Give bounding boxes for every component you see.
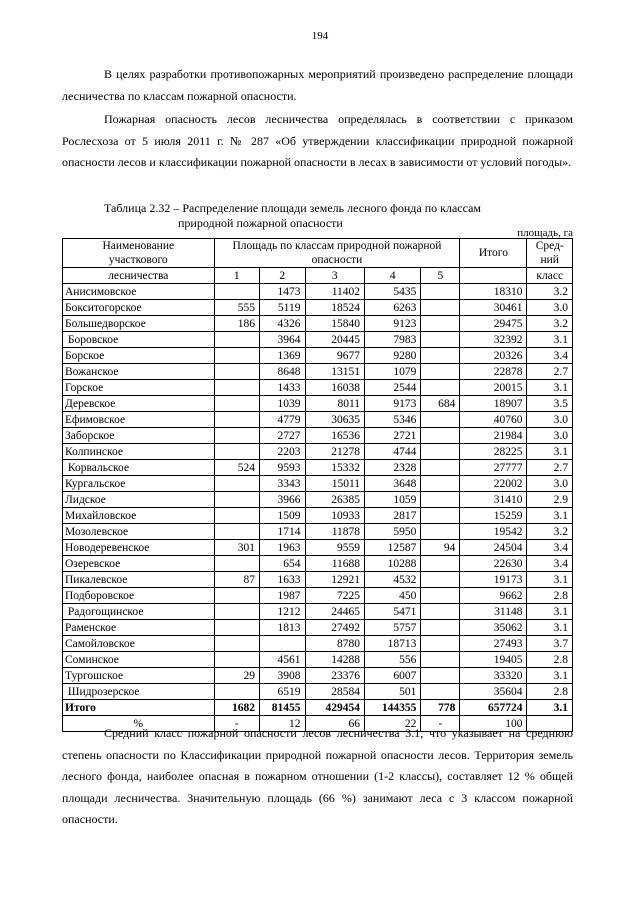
cell-avg: 2.8 <box>527 588 573 604</box>
cell-c2: 9593 <box>260 460 305 476</box>
cell-c3: 24465 <box>305 604 365 620</box>
cell-c3: 9559 <box>305 540 365 556</box>
cell-total: 18907 <box>460 396 527 412</box>
cell-avg: 3.2 <box>527 524 573 540</box>
cell-avg: 3.1 <box>527 604 573 620</box>
cell-c4: 144355 <box>365 700 421 716</box>
cell-c2 <box>260 636 305 652</box>
cell-c4: 9123 <box>365 316 421 332</box>
table-row <box>63 572 573 588</box>
cell-name: Заборское <box>63 428 215 444</box>
table-row <box>63 300 573 316</box>
cell-c2: 2727 <box>260 428 305 444</box>
cell-name: Корвальское <box>63 460 215 476</box>
table-row <box>63 316 573 332</box>
table-row <box>63 284 573 300</box>
cell-c2: 2203 <box>260 444 305 460</box>
cell-c5: 94 <box>421 540 460 556</box>
cell-name: Бокситогорское <box>63 300 215 316</box>
cell-c5 <box>421 668 460 684</box>
cell-c5 <box>421 460 460 476</box>
cell-c2: 3964 <box>260 332 305 348</box>
cell-avg: 3.0 <box>527 428 573 444</box>
cell-c5: 684 <box>421 396 460 412</box>
cell-c2: 3343 <box>260 476 305 492</box>
cell-c5: 778 <box>421 700 460 716</box>
cell-name: Лидское <box>63 492 215 508</box>
cell-total: 21984 <box>460 428 527 444</box>
cell-c1 <box>214 380 259 396</box>
cell-total: 19405 <box>460 652 527 668</box>
cell-name: Озеревское <box>63 556 215 572</box>
cell-c3: 11402 <box>305 284 365 300</box>
cell-c1 <box>214 524 259 540</box>
total-row <box>63 700 573 716</box>
table-row <box>63 620 573 636</box>
cell-c3: 27492 <box>305 620 365 636</box>
cell-c5 <box>421 284 460 300</box>
table-row <box>63 428 573 444</box>
table-row <box>63 668 573 684</box>
table-caption <box>104 201 481 231</box>
method-paragraph <box>62 109 573 174</box>
cell-avg: 3.2 <box>527 284 573 300</box>
cell-c1 <box>214 396 259 412</box>
cell-c2: 654 <box>260 556 305 572</box>
cell-name: Михайловское <box>63 508 215 524</box>
cell-name: Мозолевское <box>63 524 215 540</box>
cell-c4: 5346 <box>365 412 421 428</box>
cell-c4: 556 <box>365 652 421 668</box>
table-row <box>63 524 573 540</box>
table-row <box>63 412 573 428</box>
page-number: 194 <box>311 30 329 42</box>
cell-avg: 3.4 <box>527 540 573 556</box>
cell-c1 <box>214 284 259 300</box>
cell-total: 657724 <box>460 700 527 716</box>
cell-c4: 2328 <box>365 460 421 476</box>
header-name <box>63 239 215 268</box>
cell-total: 22878 <box>460 364 527 380</box>
cell-name: Подборовское <box>63 588 215 604</box>
cell-c3: 15332 <box>305 460 365 476</box>
cell-total: 19173 <box>460 572 527 588</box>
cell-total: 32392 <box>460 332 527 348</box>
cell-total: 35062 <box>460 620 527 636</box>
cell-avg: 3.1 <box>527 620 573 636</box>
cell-c1 <box>214 364 259 380</box>
cell-c2: 1987 <box>260 588 305 604</box>
cell-c4: 9280 <box>365 348 421 364</box>
cell-c3: 26385 <box>305 492 365 508</box>
intro-paragraph <box>62 64 573 107</box>
cell-c4: 22 <box>365 716 421 732</box>
cell-c1 <box>214 604 259 620</box>
cell-c2: 1369 <box>260 348 305 364</box>
cell-c1: 1682 <box>214 700 259 716</box>
cell-c1 <box>214 428 259 444</box>
cell-c4: 6007 <box>365 668 421 684</box>
cell-name: Ефимовское <box>63 412 215 428</box>
cell-name: Кургальское <box>63 476 215 492</box>
cell-total: 29475 <box>460 316 527 332</box>
cell-c2: 1212 <box>260 604 305 620</box>
cell-c5 <box>421 476 460 492</box>
cell-c5 <box>421 508 460 524</box>
cell-avg: 3.0 <box>527 300 573 316</box>
cell-c3: 8011 <box>305 396 365 412</box>
cell-c1 <box>214 652 259 668</box>
cell-c3: 14288 <box>305 652 365 668</box>
table-row <box>63 492 573 508</box>
cell-c4: 2544 <box>365 380 421 396</box>
cell-c2: 1813 <box>260 620 305 636</box>
table-row <box>63 540 573 556</box>
cell-c2: 3908 <box>260 668 305 684</box>
cell-total: 40760 <box>460 412 527 428</box>
cell-c1 <box>214 348 259 364</box>
cell-c1 <box>214 412 259 428</box>
cell-total: 31410 <box>460 492 527 508</box>
cell-c2: 1473 <box>260 284 305 300</box>
cell-c4: 1079 <box>365 364 421 380</box>
table-row <box>63 444 573 460</box>
cell-c3: 11878 <box>305 524 365 540</box>
cell-total: 19542 <box>460 524 527 540</box>
table-row <box>63 380 573 396</box>
method-text: Пожарная опасность лесов лесничества определялась в соответствии с приказом Рослесхоза от 5 июля 2011 г. № 287 «Об утверждении классификации природной пожарной опасности лесов и классификации пожарной опасности в лесах в зависимости от условий погоды». <box>62 112 573 169</box>
cell-c3: 20445 <box>305 332 365 348</box>
cell-c2: 1714 <box>260 524 305 540</box>
header-name-line1: Наименование <box>102 240 175 252</box>
cell-c2: 4326 <box>260 316 305 332</box>
cell-name: Пикалевское <box>63 572 215 588</box>
cell-name: Колпинское <box>63 444 215 460</box>
cell-c4: 12587 <box>365 540 421 556</box>
cell-name: Раменское <box>63 620 215 636</box>
cell-c5 <box>421 652 460 668</box>
cell-c1: - <box>214 716 259 732</box>
cell-c1: 524 <box>214 460 259 476</box>
cell-c1 <box>214 636 259 652</box>
cell-c3: 9677 <box>305 348 365 364</box>
cell-c2: 1963 <box>260 540 305 556</box>
cell-c4: 4744 <box>365 444 421 460</box>
header-avg-line2: ний <box>540 254 559 266</box>
cell-c3: 66 <box>305 716 365 732</box>
table-body <box>63 284 573 732</box>
cell-c1: 301 <box>214 540 259 556</box>
cell-c1: 29 <box>214 668 259 684</box>
header-total-spacer <box>460 268 527 284</box>
cell-name: Радогощинское <box>63 604 215 620</box>
cell-c2: 4561 <box>260 652 305 668</box>
table-caption-line2: природной пожарной опасности <box>178 216 343 230</box>
cell-c5 <box>421 348 460 364</box>
cell-name: Анисимовское <box>63 284 215 300</box>
cell-c3: 21278 <box>305 444 365 460</box>
cell-c4: 5471 <box>365 604 421 620</box>
cell-c1 <box>214 684 259 700</box>
cell-name: Деревское <box>63 396 215 412</box>
cell-c4: 2817 <box>365 508 421 524</box>
cell-total: 18310 <box>460 284 527 300</box>
cell-c4: 10288 <box>365 556 421 572</box>
cell-total: 27777 <box>460 460 527 476</box>
cell-c2: 6519 <box>260 684 305 700</box>
cell-avg: 3.1 <box>527 668 573 684</box>
cell-avg: 2.8 <box>527 652 573 668</box>
cell-c4: 7983 <box>365 332 421 348</box>
cell-c4: 450 <box>365 588 421 604</box>
cell-c5 <box>421 412 460 428</box>
cell-c3: 18524 <box>305 300 365 316</box>
cell-c4: 6263 <box>365 300 421 316</box>
cell-name: Шидрозерское <box>63 684 215 700</box>
table-row <box>63 604 573 620</box>
cell-c2: 4779 <box>260 412 305 428</box>
cell-c1 <box>214 444 259 460</box>
cell-c5 <box>421 300 460 316</box>
cell-name: Соминское <box>63 652 215 668</box>
cell-c2: 12 <box>260 716 305 732</box>
intro-text: В целях разработки противопожарных мероприятий произведено распределение площади лесничества по классам пожарной опасности. <box>62 67 573 103</box>
cell-c3: 16536 <box>305 428 365 444</box>
cell-avg: 3.1 <box>527 332 573 348</box>
cell-c4: 4532 <box>365 572 421 588</box>
cell-c5: - <box>421 716 460 732</box>
cell-avg: 3.0 <box>527 412 573 428</box>
cell-avg: 3.1 <box>527 380 573 396</box>
cell-name: Итого <box>63 700 215 716</box>
table-row <box>63 508 573 524</box>
cell-c5 <box>421 588 460 604</box>
cell-c3: 13151 <box>305 364 365 380</box>
cell-c5 <box>421 444 460 460</box>
cell-name: Большедворское <box>63 316 215 332</box>
cell-c2: 8648 <box>260 364 305 380</box>
cell-total: 20326 <box>460 348 527 364</box>
cell-c2: 3966 <box>260 492 305 508</box>
cell-c2: 1633 <box>260 572 305 588</box>
cell-c2: 1509 <box>260 508 305 524</box>
cell-c1 <box>214 556 259 572</box>
cell-avg: 3.1 <box>527 572 573 588</box>
cell-avg: 3.7 <box>527 636 573 652</box>
cell-c5 <box>421 684 460 700</box>
cell-c3: 23376 <box>305 668 365 684</box>
cell-c3: 8780 <box>305 636 365 652</box>
table-row <box>63 588 573 604</box>
cell-c3: 15011 <box>305 476 365 492</box>
cell-name: Вожанское <box>63 364 215 380</box>
cell-c4: 5950 <box>365 524 421 540</box>
cell-c1 <box>214 508 259 524</box>
cell-avg: 3.2 <box>527 316 573 332</box>
cell-total: 27493 <box>460 636 527 652</box>
cell-c1 <box>214 588 259 604</box>
cell-avg: 3.0 <box>527 476 573 492</box>
cell-c4: 5757 <box>365 620 421 636</box>
cell-c3: 15840 <box>305 316 365 332</box>
unit-label: площадь, га <box>517 227 573 239</box>
table-row <box>63 636 573 652</box>
cell-c2: 81455 <box>260 700 305 716</box>
header-total: Итого <box>460 239 527 268</box>
header-row-1 <box>63 239 573 268</box>
cell-c3: 429454 <box>305 700 365 716</box>
cell-avg: 2.8 <box>527 684 573 700</box>
table-row <box>63 652 573 668</box>
cell-total: 9662 <box>460 588 527 604</box>
cell-c1 <box>214 476 259 492</box>
cell-total: 31148 <box>460 604 527 620</box>
header-avg-line3: класс <box>527 268 573 284</box>
table-caption-line1: Таблица 2.32 – Распределение площади земель лесного фонда по классам <box>104 201 482 215</box>
cell-c4: 2721 <box>365 428 421 444</box>
table-row <box>63 396 573 412</box>
header-area-line1: Площадь по классам природной пожарной <box>232 240 442 252</box>
cell-c4: 18713 <box>365 636 421 652</box>
cell-c1 <box>214 492 259 508</box>
cell-c3: 30635 <box>305 412 365 428</box>
cell-total: 33320 <box>460 668 527 684</box>
cell-total: 100 <box>460 716 527 732</box>
cell-c5 <box>421 428 460 444</box>
cell-c3: 12921 <box>305 572 365 588</box>
cell-total: 20015 <box>460 380 527 396</box>
cell-c5 <box>421 556 460 572</box>
cell-avg: 3.4 <box>527 556 573 572</box>
cell-name: Самойловское <box>63 636 215 652</box>
header-class-5: 5 <box>421 268 460 284</box>
cell-c4: 9173 <box>365 396 421 412</box>
cell-c5 <box>421 364 460 380</box>
conclusion-text: Средний класс пожарной опасности лесов лесничества 3.1, что указывает на среднюю степень опасности по Классификации природной пожарной опасности лесов. Территория земель лесного фонда, наиболее опасная в пожарном отношении (1-2 классы), составляет 12 % общей площади лесничества. Значительную площадь (66 %) занимают леса с 3 классом пожарной опасности. <box>62 726 573 826</box>
cell-c5 <box>421 604 460 620</box>
cell-c2: 1433 <box>260 380 305 396</box>
cell-name: Тургошское <box>63 668 215 684</box>
cell-total: 15259 <box>460 508 527 524</box>
cell-c3: 10933 <box>305 508 365 524</box>
header-name-line3: лесничества <box>63 268 215 284</box>
cell-c1: 87 <box>214 572 259 588</box>
cell-total: 28225 <box>460 444 527 460</box>
table-row <box>63 332 573 348</box>
table-row <box>63 556 573 572</box>
cell-c4: 5435 <box>365 284 421 300</box>
cell-avg: 2.9 <box>527 492 573 508</box>
cell-name: Новодеревенское <box>63 540 215 556</box>
cell-c4: 1059 <box>365 492 421 508</box>
cell-avg: 2.7 <box>527 364 573 380</box>
header-avg <box>527 239 573 268</box>
cell-c5 <box>421 524 460 540</box>
cell-name: Боровское <box>63 332 215 348</box>
cell-c3: 28584 <box>305 684 365 700</box>
cell-c1: 186 <box>214 316 259 332</box>
cell-c5 <box>421 380 460 396</box>
table-row <box>63 476 573 492</box>
cell-avg: 3.5 <box>527 396 573 412</box>
cell-c5 <box>421 572 460 588</box>
header-row-3 <box>63 268 573 284</box>
cell-total: 24504 <box>460 540 527 556</box>
cell-avg: 2.7 <box>527 460 573 476</box>
conclusion-paragraph <box>62 723 573 831</box>
header-area-line2: опасности <box>311 254 363 266</box>
cell-avg: 3.4 <box>527 348 573 364</box>
table-row <box>63 364 573 380</box>
cell-c5 <box>421 620 460 636</box>
table-row <box>63 348 573 364</box>
header-avg-line1: Сред- <box>535 240 564 252</box>
cell-c5 <box>421 636 460 652</box>
header-area-group <box>214 239 460 268</box>
cell-avg: 3.1 <box>527 700 573 716</box>
cell-c5 <box>421 492 460 508</box>
cell-c3: 16038 <box>305 380 365 396</box>
cell-total: 30461 <box>460 300 527 316</box>
header-class-2: 2 <box>260 268 305 284</box>
cell-c1 <box>214 332 259 348</box>
cell-c1: 555 <box>214 300 259 316</box>
cell-total: 35604 <box>460 684 527 700</box>
cell-name: Горское <box>63 380 215 396</box>
fire-class-table <box>62 238 573 732</box>
cell-name: % <box>63 716 215 732</box>
cell-c4: 3648 <box>365 476 421 492</box>
cell-total: 22630 <box>460 556 527 572</box>
cell-avg: 3.1 <box>527 508 573 524</box>
cell-c5 <box>421 332 460 348</box>
cell-name: Борское <box>63 348 215 364</box>
cell-c4: 501 <box>365 684 421 700</box>
header-class-3: 3 <box>305 268 365 284</box>
cell-c2: 5119 <box>260 300 305 316</box>
cell-c2: 1039 <box>260 396 305 412</box>
header-name-line2: участкового <box>108 254 168 266</box>
cell-avg: 3.1 <box>527 444 573 460</box>
cell-c3: 7225 <box>305 588 365 604</box>
header-class-1: 1 <box>214 268 259 284</box>
cell-c1 <box>214 620 259 636</box>
cell-c3: 11688 <box>305 556 365 572</box>
table-row <box>63 460 573 476</box>
header-class-4: 4 <box>365 268 421 284</box>
cell-c5 <box>421 316 460 332</box>
table-row <box>63 684 573 700</box>
cell-total: 22002 <box>460 476 527 492</box>
